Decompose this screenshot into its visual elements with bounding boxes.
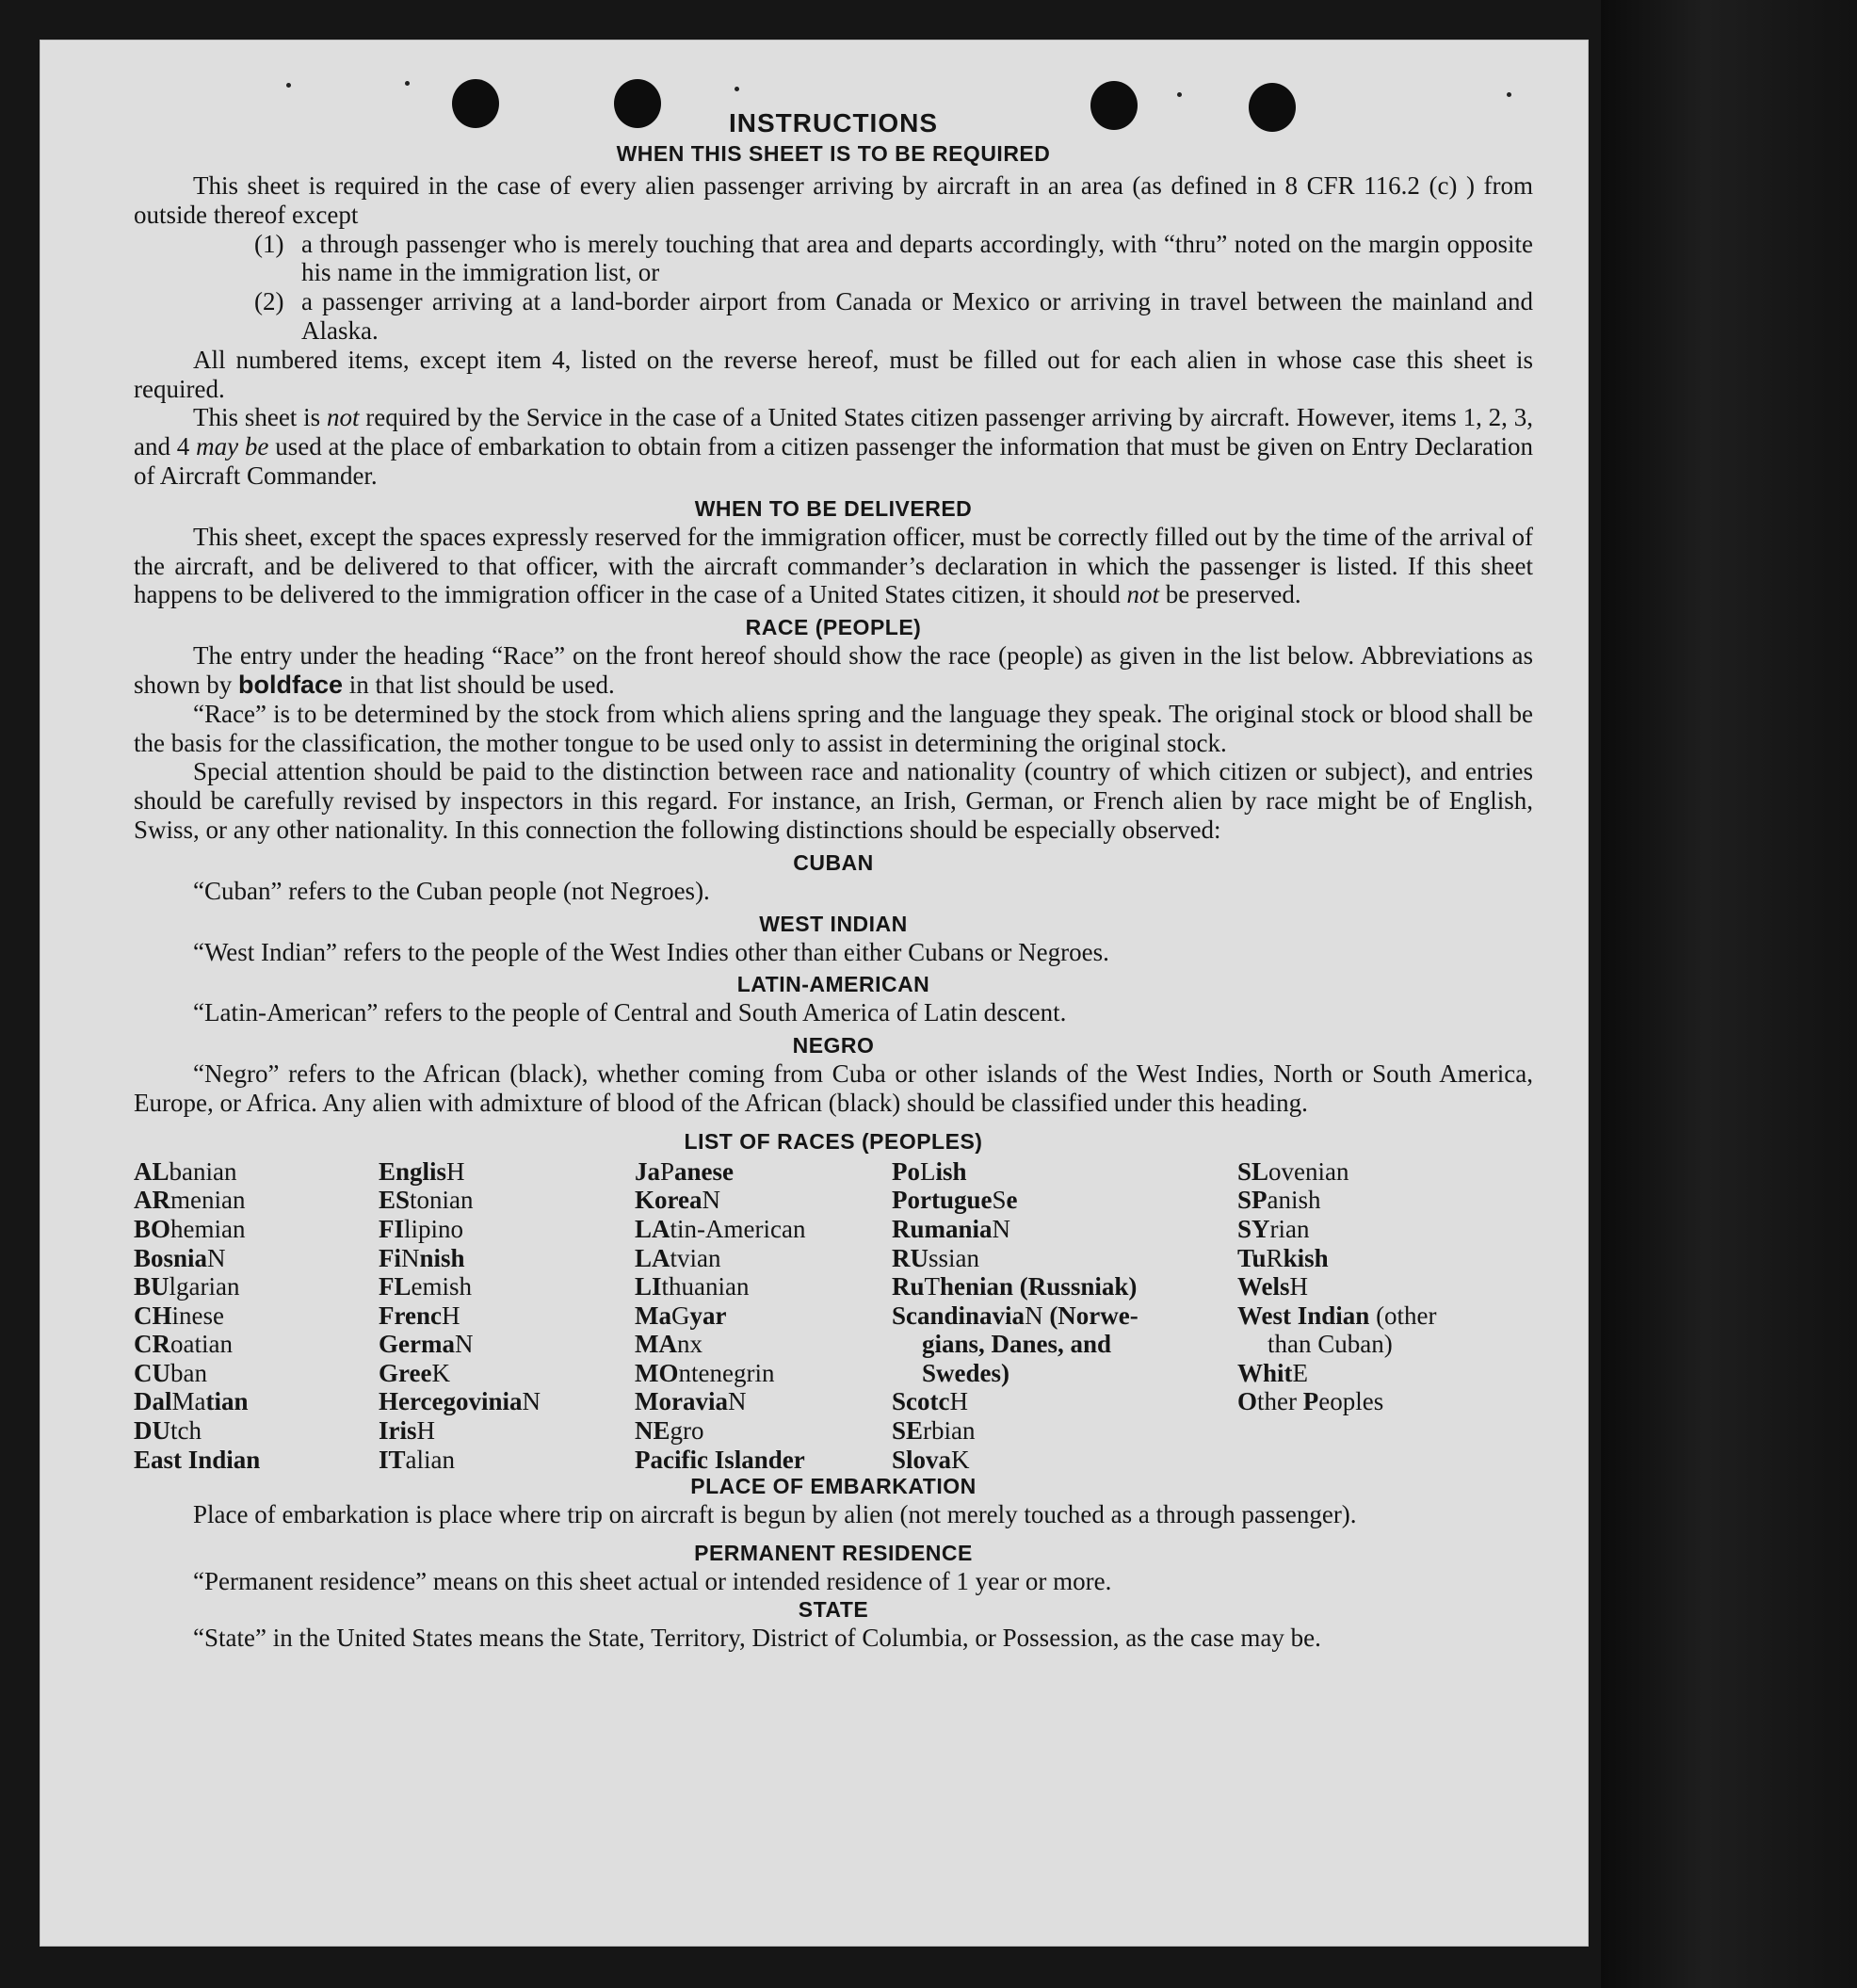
race-entry — [635, 1416, 805, 1446]
race-name-part: N — [454, 1330, 474, 1359]
race-name-part: ther — [1257, 1387, 1303, 1416]
heading-negro: NEGRO — [792, 1033, 875, 1059]
race-abbreviation: Wels — [1237, 1272, 1290, 1301]
scan-speck — [286, 83, 291, 88]
heading-west-indian: WEST INDIAN — [759, 911, 908, 936]
race-abbreviation: Englis — [379, 1156, 447, 1186]
race-entry — [1237, 1244, 1537, 1273]
race-list — [134, 1157, 1533, 1472]
race-entry — [892, 1157, 1191, 1187]
race-entry — [892, 1330, 1191, 1359]
race-entry — [134, 1301, 260, 1331]
race-abbreviation: AR — [134, 1186, 170, 1215]
race-entry — [134, 1272, 260, 1301]
race-name-part: N — [207, 1243, 226, 1272]
race-entry — [379, 1244, 541, 1273]
text-run: The entry under the heading “Race” on the front hereof should show the race (people) as given in the list below. Abbreviations as shown by — [134, 641, 1533, 699]
scan-background — [1601, 0, 1857, 1988]
race-abbreviation: Swedes) — [922, 1358, 1009, 1387]
race-abbreviation: NE — [635, 1416, 670, 1446]
race-name-part: rian — [1269, 1214, 1310, 1243]
item-text: a through passenger who is merely touching that area and departs accordingly, with “thru” noted on the margin opposite his name in the immigration list, or — [301, 229, 1533, 287]
race-entry — [635, 1157, 805, 1187]
race-abbreviation: gians, Danes, and — [922, 1330, 1112, 1359]
race-abbreviation: FI — [379, 1214, 404, 1243]
race-entry — [892, 1186, 1191, 1215]
race-abbreviation: Fi — [379, 1243, 401, 1272]
race-name-part: H — [446, 1156, 465, 1186]
race-entry — [892, 1416, 1191, 1446]
race-abbreviation: Whit — [1237, 1358, 1293, 1387]
race-name-part: emish — [411, 1272, 473, 1301]
race-abbreviation: SP — [1237, 1186, 1268, 1215]
race-abbreviation: BU — [134, 1272, 170, 1301]
race-entry — [1237, 1330, 1537, 1359]
race-name-part: E — [1292, 1358, 1309, 1387]
race-name-part: nx — [676, 1330, 702, 1359]
race-name-part: K — [431, 1358, 450, 1387]
scan-speck — [405, 81, 410, 86]
race-entry — [1237, 1359, 1537, 1388]
heading-cuban: CUBAN — [793, 849, 874, 875]
race-paragraph-1 — [134, 641, 1533, 700]
race-name-part: N — [522, 1387, 541, 1416]
race-abbreviation: DU — [134, 1416, 170, 1446]
race-abbreviation: Hercegovinia — [379, 1387, 523, 1416]
race-abbreviation: CR — [134, 1330, 170, 1359]
race-entry — [635, 1330, 805, 1359]
race-abbreviation: LA — [635, 1243, 670, 1272]
race-abbreviation: Po — [892, 1156, 920, 1186]
race-entry — [379, 1272, 541, 1301]
cuban-definition: “Cuban” refers to the Cuban people (not Negroes). — [193, 876, 710, 905]
race-entry — [134, 1359, 260, 1388]
race-entry — [635, 1244, 805, 1273]
numbered-items-paragraph: All numbered items, except item 4, listed on the reverse hereof, must be filled out for each alien in whose case this sheet is required. — [134, 345, 1533, 403]
heading-list-of-races: LIST OF RACES (PEOPLES) — [684, 1128, 983, 1154]
heading-permanent-residence: PERMANENT RESIDENCE — [694, 1540, 973, 1565]
race-name-part: banian — [169, 1156, 237, 1186]
race-name-part: menian — [170, 1186, 246, 1215]
race-entry — [379, 1215, 541, 1244]
race-abbreviation: CH — [134, 1301, 172, 1330]
race-name-part: tch — [170, 1416, 202, 1446]
race-abbreviation: Portugue — [892, 1186, 993, 1215]
race-abbreviation: O — [1237, 1387, 1258, 1416]
race-entry — [134, 1215, 260, 1244]
race-entry — [134, 1186, 260, 1215]
race-entry — [635, 1272, 805, 1301]
race-name-part: ssian — [928, 1243, 979, 1272]
race-abbreviation: SE — [892, 1416, 924, 1446]
race-name-part: P — [660, 1156, 675, 1186]
race-abbreviation: SY — [1237, 1214, 1270, 1243]
race-paragraph-2: “Race” is to be determined by the stock from which aliens spring and the language they speak. The original stock or blood shall be the basis for the classification, the mother tongue to be used only to assist in determining the original stock. — [134, 699, 1533, 757]
race-abbreviation: Ru — [892, 1272, 925, 1301]
item-number: (1) — [254, 229, 284, 258]
race-abbreviation: Scotc — [892, 1387, 950, 1416]
text-run: be preserved. — [1158, 580, 1301, 609]
exception-item-1 — [134, 230, 1533, 288]
race-name-part: hemian — [170, 1214, 246, 1243]
race-abbreviation: RU — [892, 1243, 928, 1272]
heading-place-of-embarkation: PLACE OF EMBARKATION — [690, 1473, 977, 1498]
race-entry — [1237, 1215, 1537, 1244]
race-entry — [635, 1301, 805, 1331]
latin-american-definition: “Latin-American” refers to the people of Central and South America of Latin descent. — [193, 998, 1067, 1027]
race-name-part: H — [441, 1301, 460, 1330]
race-entry — [892, 1301, 1191, 1331]
race-entry — [635, 1186, 805, 1215]
race-entry — [379, 1416, 541, 1446]
scan-speck — [735, 87, 739, 91]
citizen-paragraph — [134, 403, 1533, 490]
heading-when-required: WHEN THIS SHEET IS TO BE REQUIRED — [616, 141, 1051, 166]
race-abbreviation: anese — [674, 1156, 735, 1186]
race-abbreviation: FL — [379, 1272, 412, 1301]
race-abbreviation: MO — [635, 1358, 679, 1387]
race-entry — [379, 1157, 541, 1187]
race-abbreviation: yar — [689, 1301, 727, 1330]
race-abbreviation: East Indian — [134, 1445, 261, 1474]
race-entry — [892, 1244, 1191, 1273]
race-abbreviation: nish — [419, 1243, 465, 1272]
race-entry — [892, 1359, 1191, 1388]
emphasis-not: not — [1126, 580, 1159, 609]
race-abbreviation: (Norwe- — [1042, 1301, 1138, 1330]
race-name-part: N — [702, 1186, 720, 1215]
race-entry — [134, 1416, 260, 1446]
embarkation-definition: Place of embarkation is place where trip on aircraft is begun by alien (not merely touched as a through passenger). — [193, 1499, 1357, 1528]
race-entry — [379, 1446, 541, 1475]
race-name-part: R — [1266, 1243, 1284, 1272]
heading-race: RACE (PEOPLE) — [745, 615, 922, 640]
race-name-part: N — [992, 1214, 1011, 1243]
text-run: required by the Service in the case of a United States citizen passenger arriving by aircraft. However, items 1, 2, 3, and 4 — [134, 403, 1533, 461]
race-entry — [379, 1301, 541, 1331]
race-entry — [1237, 1157, 1537, 1187]
race-entry — [892, 1272, 1191, 1301]
negro-definition: “Negro” refers to the African (black), whether coming from Cuba or other islands of the West Indies, North or South America, Europe, or Africa. Any alien with admixture of blood of the African (black) should be classified under this heading. — [134, 1059, 1533, 1117]
race-name-part: L — [920, 1156, 936, 1186]
heading-state: STATE — [798, 1597, 869, 1623]
race-name-part: gro — [670, 1416, 704, 1446]
race-name-part: anish — [1267, 1186, 1321, 1215]
race-entry — [134, 1330, 260, 1359]
race-abbreviation: AL — [134, 1156, 170, 1186]
item-number: (2) — [254, 287, 284, 316]
heading-when-delivered: WHEN TO BE DELIVERED — [694, 495, 973, 521]
race-name-part: tin-American — [670, 1214, 806, 1243]
scan-speck — [1177, 92, 1182, 97]
race-abbreviation: Germa — [379, 1330, 455, 1359]
race-name-part: N — [401, 1243, 420, 1272]
race-abbreviation: Frenc — [379, 1301, 442, 1330]
race-entry — [892, 1215, 1191, 1244]
race-abbreviation: kish — [1283, 1243, 1329, 1272]
exception-item-2 — [134, 287, 1533, 346]
race-entry — [134, 1244, 260, 1273]
race-column-2 — [379, 1157, 541, 1475]
race-name-part: eoples — [1318, 1387, 1384, 1416]
race-name-part: Ma — [171, 1387, 206, 1416]
race-name-part: (other — [1369, 1301, 1437, 1330]
race-entry — [379, 1186, 541, 1215]
state-definition: “State” in the United States means the State, Territory, District of Columbia, or Possession, as the case may be. — [193, 1624, 1321, 1653]
race-name-part: T — [924, 1272, 941, 1301]
race-column-3 — [635, 1157, 805, 1475]
race-entry — [635, 1446, 805, 1475]
item-text: a passenger arriving at a land-border airport from Canada or Mexico or arriving in travel between the mainland and Alaska. — [301, 287, 1533, 345]
race-abbreviation: Iris — [379, 1416, 417, 1446]
text-run: This sheet, except the spaces expressly reserved for the immigration officer, must be correctly filled out by the time of the arrival of the aircraft, and be delivered to that officer, with the aircraft commander’s declaration in which the passenger is listed. If this sheet happens to be delivered to the immigration officer in the case of a United States citizen, it should — [134, 522, 1533, 609]
race-abbreviation: Pacific Islander — [635, 1445, 805, 1474]
race-name-part: thuanian — [661, 1272, 750, 1301]
scan-speck — [1507, 92, 1511, 97]
race-entry — [892, 1387, 1191, 1416]
race-entry — [1237, 1186, 1537, 1215]
race-abbreviation: Moravia — [635, 1387, 728, 1416]
race-abbreviation: Ja — [635, 1156, 660, 1186]
race-name-part: tvian — [670, 1243, 721, 1272]
race-name-part: H — [949, 1387, 968, 1416]
race-entry — [1237, 1387, 1537, 1416]
heading-latin-american: LATIN-AMERICAN — [736, 972, 930, 997]
race-name-part: inese — [171, 1301, 224, 1330]
text-run: used at the place of embarkation to obtain from a citizen passenger the information that must be given on Entry Declaration of Aircraft Commander. — [134, 432, 1534, 490]
race-abbreviation: SL — [1237, 1156, 1269, 1186]
west-indian-definition: “West Indian” refers to the people of the West Indies other than either Cubans or Negroes. — [193, 937, 1109, 966]
required-intro: This sheet is required in the case of every alien passenger arriving by aircraft in an area (as defined in 8 CFR 116.2 (c) ) from outside thereof except — [134, 171, 1533, 229]
race-name-part: lgarian — [169, 1272, 240, 1301]
race-entry — [1237, 1272, 1537, 1301]
race-abbreviation: Gree — [379, 1358, 432, 1387]
race-entry — [134, 1446, 260, 1475]
race-abbreviation: ish — [935, 1156, 967, 1186]
race-name-part: tonian — [410, 1186, 474, 1215]
race-abbreviation: e — [1006, 1186, 1018, 1215]
race-abbreviation: ES — [379, 1186, 411, 1215]
race-column-1 — [134, 1157, 260, 1475]
instructions-text — [134, 107, 1533, 1653]
race-entry — [892, 1446, 1191, 1475]
race-abbreviation: West Indian — [1237, 1301, 1370, 1330]
race-abbreviation: Bosnia — [134, 1243, 208, 1272]
race-abbreviation: BO — [134, 1214, 171, 1243]
residence-definition: “Permanent residence” means on this sheet actual or intended residence of 1 year or more. — [193, 1566, 1112, 1595]
race-entry — [635, 1387, 805, 1416]
race-abbreviation: MA — [635, 1330, 677, 1359]
race-entry — [635, 1359, 805, 1388]
race-abbreviation: P — [1302, 1387, 1319, 1416]
race-name-part: than Cuban) — [1268, 1330, 1393, 1359]
boldface-word: boldface — [238, 670, 344, 699]
race-name-part: rbian — [923, 1416, 976, 1446]
race-paragraph-3: Special attention should be paid to the distinction between race and nationality (country of which citizen or subject), and entries should be carefully revised by inspectors in this regard. For instance, an Irish, German, or French alien by race might be of English, Swiss, or any other nationality. In this connection the following distinctions should be especially observed: — [134, 757, 1533, 844]
race-entry — [635, 1215, 805, 1244]
race-abbreviation: henian (Russniak) — [940, 1272, 1138, 1301]
race-abbreviation: Tu — [1237, 1243, 1267, 1272]
race-name-part: ntenegrin — [678, 1358, 775, 1387]
race-column-5 — [1237, 1157, 1537, 1416]
race-abbreviation: CU — [134, 1358, 170, 1387]
race-name-part: N — [1025, 1301, 1043, 1330]
race-abbreviation: LI — [635, 1272, 662, 1301]
race-entry — [1237, 1301, 1537, 1331]
race-entry — [134, 1157, 260, 1187]
emphasis-may-be: may be — [196, 432, 269, 461]
race-name-part: H — [1289, 1272, 1309, 1301]
race-abbreviation: Dal — [134, 1387, 172, 1416]
race-abbreviation: Slova — [892, 1445, 952, 1474]
title-instructions: INSTRUCTIONS — [729, 108, 938, 137]
race-entry — [379, 1330, 541, 1359]
race-abbreviation: tian — [205, 1387, 249, 1416]
text-run: in that list should be used. — [343, 670, 615, 699]
race-name-part: G — [670, 1301, 690, 1330]
race-abbreviation: LA — [635, 1214, 670, 1243]
race-name-part: S — [992, 1186, 1007, 1215]
race-name-part: ovenian — [1268, 1156, 1349, 1186]
race-abbreviation: Ma — [635, 1301, 671, 1330]
race-abbreviation: Rumania — [892, 1214, 993, 1243]
race-name-part: ban — [170, 1358, 207, 1387]
race-name-part: K — [951, 1445, 970, 1474]
race-abbreviation: Scandinavia — [892, 1301, 1025, 1330]
text-run: This sheet is — [193, 403, 327, 432]
race-abbreviation: IT — [379, 1445, 406, 1474]
race-name-part: H — [416, 1416, 435, 1446]
document-page — [40, 40, 1589, 1947]
race-name-part: N — [727, 1387, 747, 1416]
race-column-4 — [892, 1157, 1191, 1475]
emphasis-not: not — [326, 403, 360, 432]
race-abbreviation: Korea — [635, 1186, 702, 1215]
race-name-part: alian — [405, 1445, 456, 1474]
delivered-paragraph — [134, 523, 1533, 609]
race-entry — [379, 1359, 541, 1388]
race-entry — [134, 1387, 260, 1416]
race-name-part: lipino — [404, 1214, 464, 1243]
race-entry — [379, 1387, 541, 1416]
race-name-part: oatian — [170, 1330, 233, 1359]
